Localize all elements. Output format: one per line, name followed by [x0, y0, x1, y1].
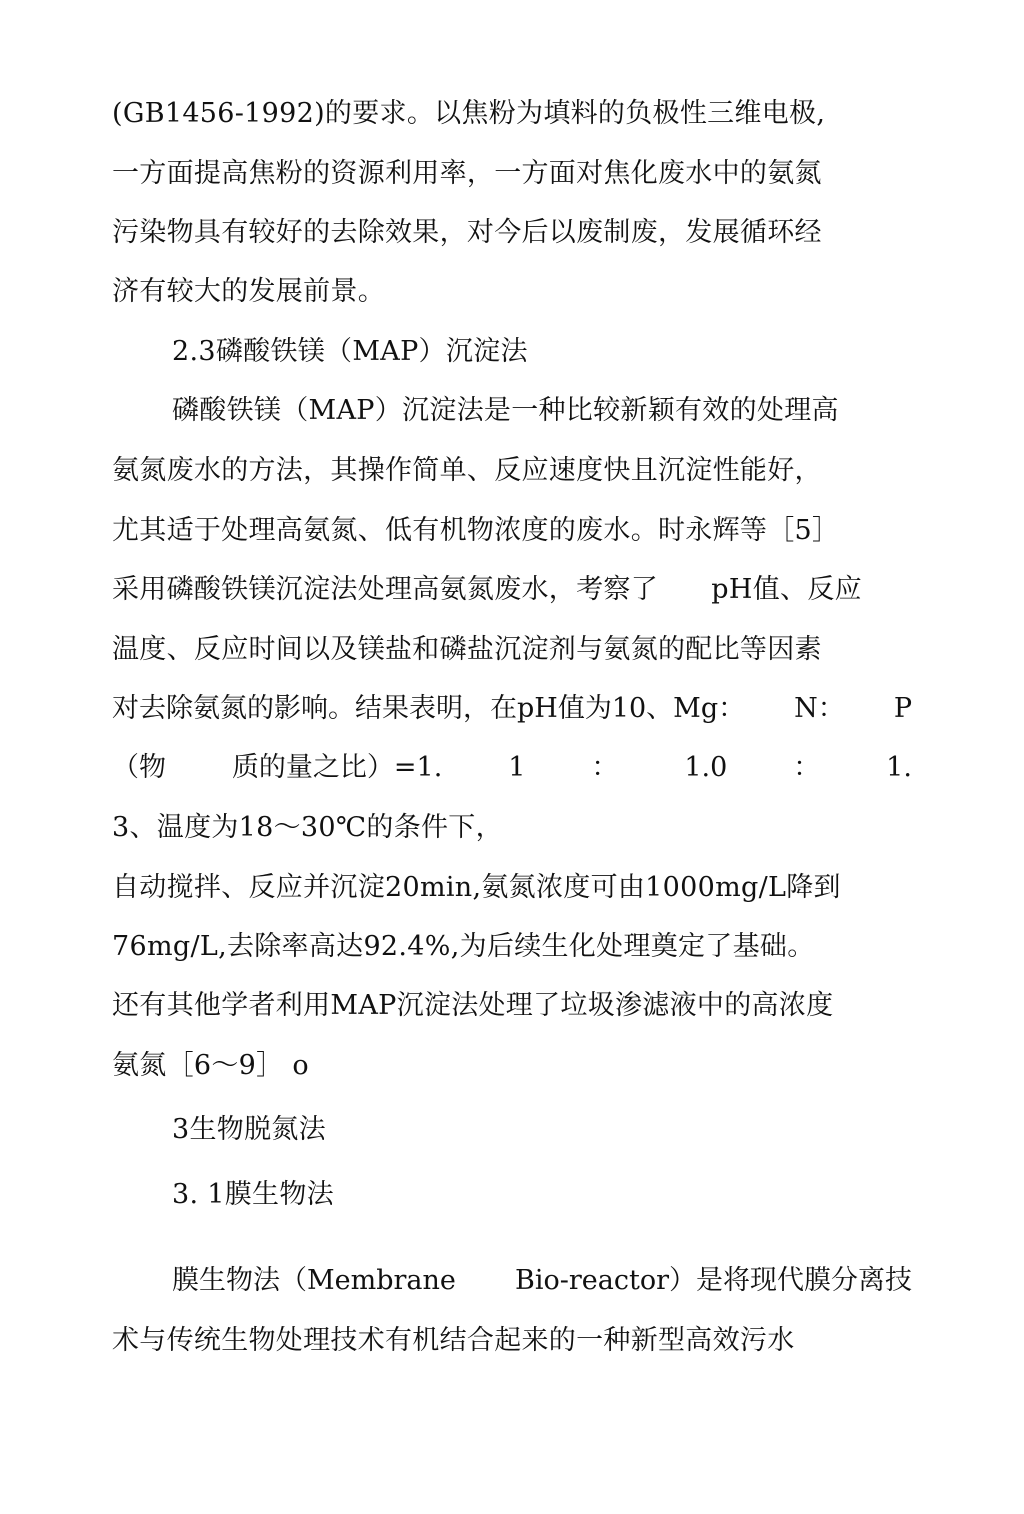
paragraph-line: 污染物具有较好的去除效果，对今后以废制废，发展循环经 — [112, 217, 822, 248]
paragraph-line: 自动搅拌、反应并沉淀20min,氨氮浓度可由1000mg/L降到 — [112, 872, 841, 903]
section-heading: 3生物脱氮法 — [172, 1114, 326, 1145]
text-segment: 1. — [886, 752, 912, 783]
paragraph-line: 术与传统生物处理技术有机结合起来的一种新型高效污水 — [112, 1325, 795, 1356]
text-segment: （物 — [112, 752, 166, 783]
paragraph-line-ratio — [112, 750, 912, 786]
text-segment: 对去除氨氮的影响。结果表明，在pH值为10、Mg： — [112, 693, 746, 724]
paragraph-line: 济有较大的发展前景。 — [112, 276, 385, 307]
section-heading: 2.3磷酸铁镁（MAP）沉淀法 — [172, 336, 528, 367]
text-segment: ： — [591, 752, 619, 783]
text-segment: P — [893, 693, 912, 724]
subsection-heading: 3. 1膜生物法 — [172, 1179, 334, 1210]
paragraph-line: 尤其适于处理高氨氮、低有机物浓度的废水。时永辉等［5］ — [112, 515, 840, 546]
paragraph-line-result — [112, 691, 912, 727]
text-segment: 膜生物法（Membrane — [172, 1265, 456, 1296]
paragraph-line: 氨氮废水的方法，其操作简单、反应速度快且沉淀性能好， — [112, 455, 822, 486]
paragraph-line-membrane — [172, 1263, 912, 1299]
paragraph-line: 3、温度为18～30℃的条件下， — [112, 812, 503, 843]
text-segment: N： — [794, 693, 845, 724]
paragraph-line: 一方面提高焦粉的资源利用率，一方面对焦化废水中的氨氮 — [112, 158, 822, 189]
paragraph-line: 采用磷酸铁镁沉淀法处理高氨氮废水，考察了 pH值、反应 — [112, 574, 862, 605]
paragraph-line: 76mg/L,去除率高达92.4%,为后续生化处理奠定了基础。 — [112, 931, 815, 962]
text-segment: 质的量之比）=1. — [231, 752, 443, 783]
paragraph-line: (GB1456-1992)的要求。以焦粉为填料的负极性三维电极, — [112, 98, 826, 129]
paragraph-line: 温度、反应时间以及镁盐和磷盐沉淀剂与氨氮的配比等因素 — [112, 634, 822, 665]
paragraph-line: 磷酸铁镁（MAP）沉淀法是一种比较新颖有效的处理高 — [172, 395, 839, 426]
text-segment: Bio-reactor）是将现代膜分离技 — [515, 1265, 912, 1296]
text-segment: 1.0 — [684, 752, 728, 783]
paragraph-line: 还有其他学者利用MAP沉淀法处理了垃圾渗滤液中的高浓度 — [112, 990, 834, 1021]
paragraph-line: 氨氮［6～9］ o — [112, 1050, 309, 1081]
text-segment: ： — [793, 752, 821, 783]
text-segment: 1 — [508, 752, 526, 783]
